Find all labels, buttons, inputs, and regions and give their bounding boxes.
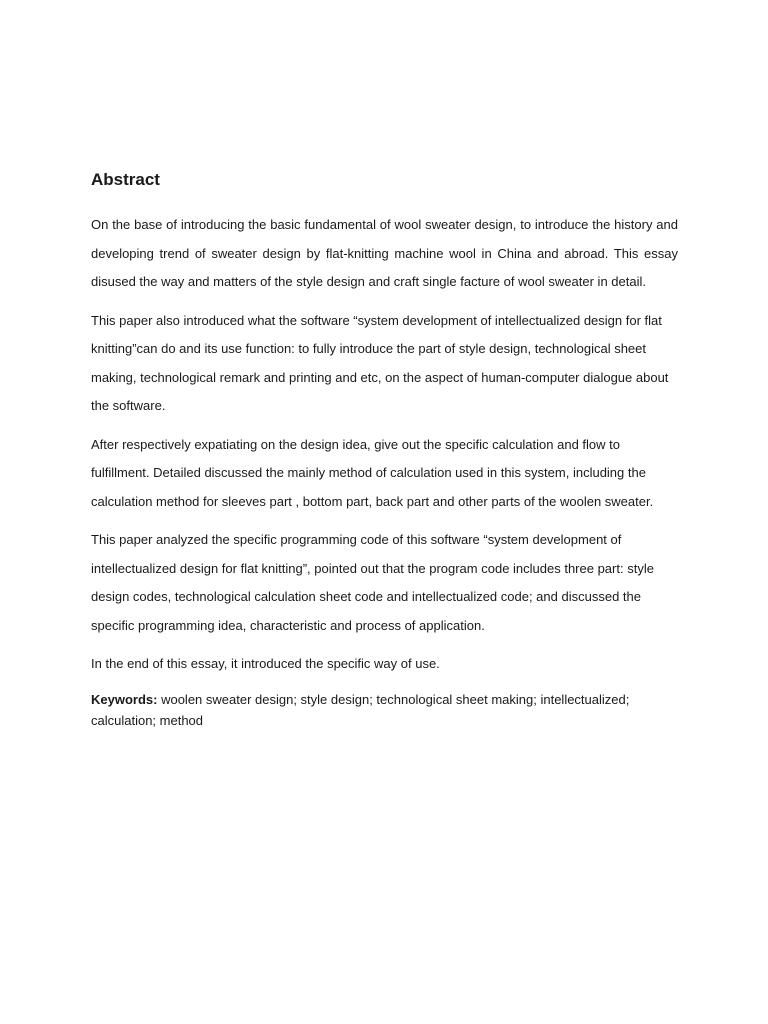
abstract-paragraph-3: After respectively expatiating on the design idea, give out the specific calculation and flow to fulfillment. Detailed discussed the mainly method of calculation used in this system, including the calculation method for sleeves part , bottom part, back part and other parts of the woolen sweater.: [91, 436, 654, 509]
keywords-text: woolen sweater design; style design; technological sheet making; intellectualized; calculation; method: [91, 691, 630, 728]
abstract-paragraph-2: This paper also introduced what the software “system development of intellectualized design for flat knitting”can do and its use function: to fully introduce the part of style design, technological sheet making, technological remark and printing and etc, on the aspect of human-computer dialogue about the software.: [91, 312, 669, 413]
page-title: Abstract: [91, 170, 160, 189]
document-page: [91, 168, 678, 731]
abstract-paragraph-1: On the base of introducing the basic fundamental of wool sweater design, to introduce the history and developing trend of sweater design by flat-knitting machine wool in China and abroad. This essay disused the way and matters of the style design and craft single facture of wool sweater in detail.: [91, 217, 678, 289]
keywords-label: Keywords:: [91, 691, 158, 707]
abstract-paragraph-4: This paper analyzed the specific programming code of this software “system development of intellectualized design for flat knitting”, pointed out that the program code includes three part: style design codes, technological calculation sheet code and intellectualized code; and discussed the specific programming idea, characteristic and process of application.: [91, 532, 654, 633]
abstract-paragraph-5: In the end of this essay, it introduced the specific way of use.: [91, 656, 440, 671]
keywords-line: [91, 689, 678, 731]
